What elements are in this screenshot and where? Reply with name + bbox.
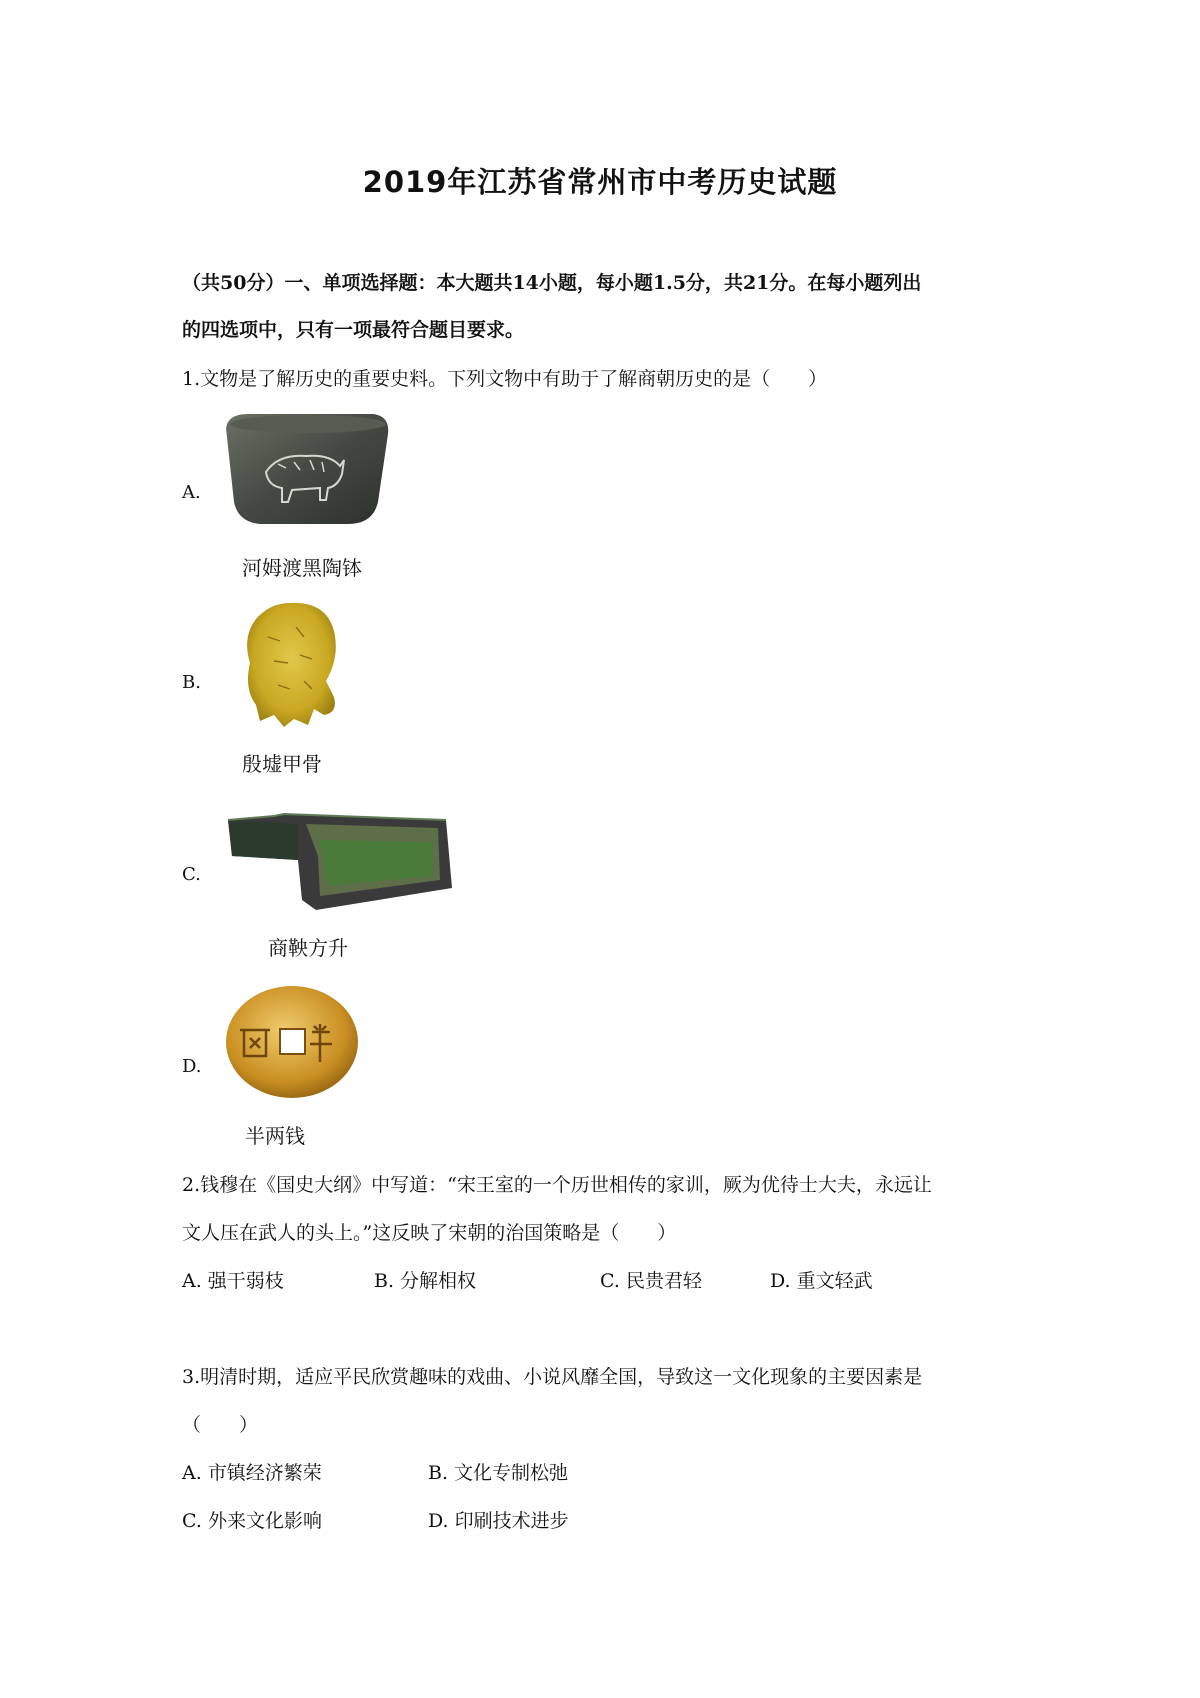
q3-option-c: C. 外来文化影响 [182, 1510, 322, 1532]
question-3-stem-line2: （ ） [182, 1414, 259, 1436]
q2-option-b: B. 分解相权 [374, 1270, 477, 1292]
oracle-bone-image [238, 597, 343, 732]
section-instruction-line2: 的四选项中，只有一项最符合题目要求。 [182, 319, 525, 341]
banliang-coin-image [220, 982, 370, 1102]
q1-option-a-letter: A. [182, 482, 201, 503]
shang-yang-measure-image [224, 800, 456, 915]
q1-option-b-caption: 殷墟甲骨 [242, 752, 322, 776]
question-3-stem-line1: 3.明清时期，适应平民欣赏趣味的戏曲、小说风靡全国，导致这一文化现象的主要因素是 [182, 1366, 923, 1388]
q3-option-b: B. 文化专制松弛 [428, 1462, 569, 1484]
q2-option-d: D. 重文轻武 [770, 1270, 873, 1292]
section-instruction-line1: （共50分）一、单项选择题：本大题共14小题，每小题1.5分，共21分。在每小题列出 [182, 272, 922, 294]
q1-option-d-letter: D. [182, 1056, 202, 1077]
exam-title: 2019年江苏省常州市中考历史试题 [362, 165, 838, 199]
question-2-stem-line1: 2.钱穆在《国史大纲》中写道：“宋王室的一个历世相传的家训，厥为优待士大夫，永远让 [182, 1174, 932, 1196]
q1-option-c-letter: C. [182, 864, 201, 885]
question-2-stem-line2: 文人压在武人的头上。”这反映了宋朝的治国策略是（ ） [182, 1222, 677, 1244]
black-pottery-bowl-image [218, 410, 393, 530]
q1-option-d-caption: 半两钱 [245, 1124, 305, 1148]
q1-option-b-letter: B. [182, 672, 201, 693]
q1-option-a-caption: 河姆渡黑陶钵 [242, 556, 362, 580]
q3-option-a: A. 市镇经济繁荣 [182, 1462, 322, 1484]
question-1-stem: 1.文物是了解历史的重要史料。下列文物中有助于了解商朝历史的是（ ） [182, 368, 828, 390]
q3-option-d: D. 印刷技术进步 [428, 1510, 569, 1532]
q1-option-c-caption: 商鞅方升 [268, 936, 348, 960]
q2-option-c: C. 民贵君轻 [600, 1270, 702, 1292]
q2-option-a: A. 强干弱枝 [182, 1270, 284, 1292]
